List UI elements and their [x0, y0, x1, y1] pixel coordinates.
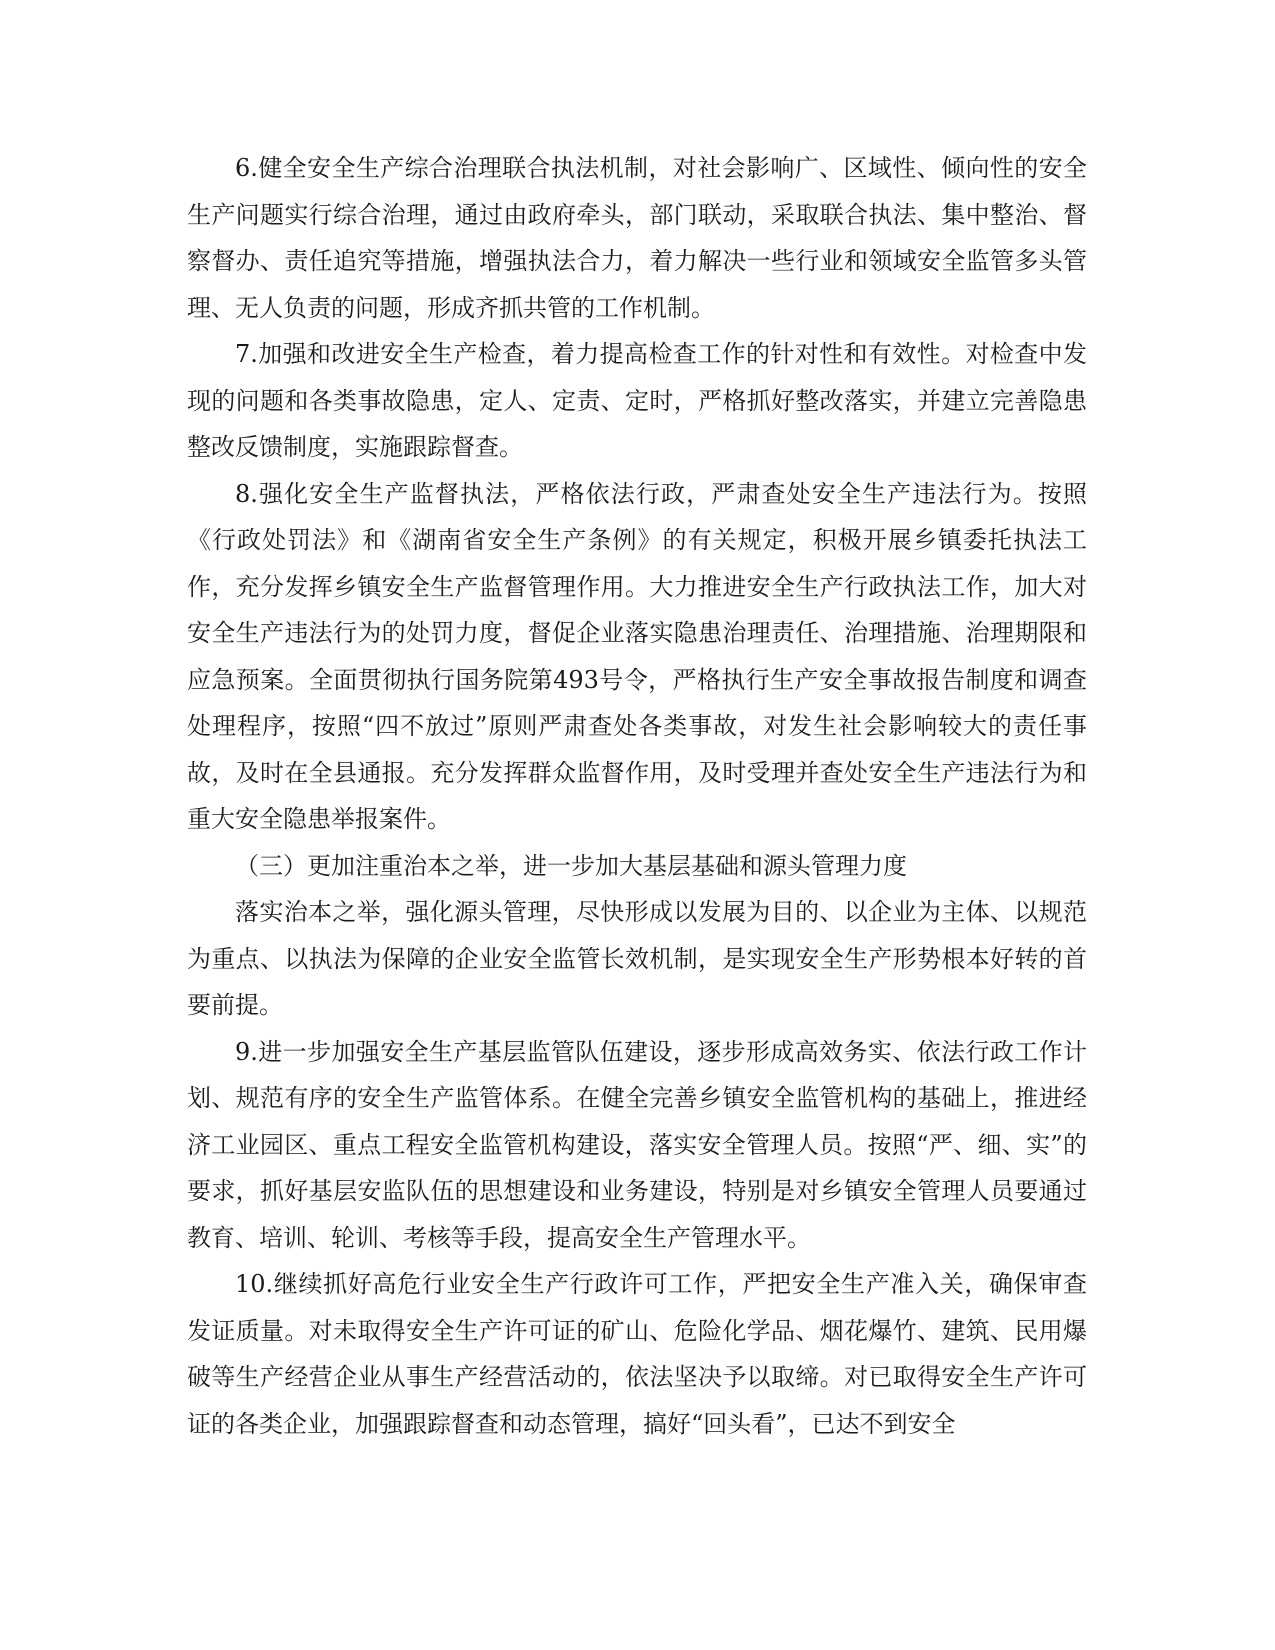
section-heading-3: （三）更加注重治本之举，进一步加大基层基础和源头管理力度: [235, 851, 907, 880]
paragraph-item-10: 10.继续抓好高危行业安全生产行政许可工作，严把安全生产准入关，确保审查发证质量。对未取得安全生产许可证的矿山、危险化学品、烟花爆竹、建筑、民用爆破等生产经营企业从事生产经营活动的，依法坚决予以取缔。对已取得安全生产许可证的各类企业，加强跟踪督查和动态管理，搞好“回头看”，已达不到安全: [187, 1270, 1087, 1438]
paragraph-item-8: 8.强化安全生产监督执法，严格依法行政，严肃查处安全生产违法行为。按照《行政处罚法》和《湖南省安全生产条例》的有关规定，积极开展乡镇委托执法工作，充分发挥乡镇安全生产监督管理作用。大力推进安全生产行政执法工作，加大对安全生产违法行为的处罚力度，督促企业落实隐患治理责任、治理措施、治理期限和应急预案。全面贯彻执行国务院第493号令，严格执行生产安全事故报告制度和调查处理程序，按照“四不放过”原则严肃查处各类事故，对发生社会影响较大的责任事故，及时在全县通报。充分发挥群众监督作用，及时受理并查处安全生产违法行为和重大安全隐患举报案件。: [187, 479, 1087, 833]
paragraph-item-7: 7.加强和改进安全生产检查，着力提高检查工作的针对性和有效性。对检查中发现的问题和各类事故隐患，定人、定责、定时，严格抓好整改落实，并建立完善隐患整改反馈制度，实施跟踪督查。: [187, 340, 1087, 461]
section-intro-paragraph: 落实治本之举，强化源头管理，尽快形成以发展为目的、以企业为主体、以规范为重点、以执法为保障的企业安全监管长效机制，是实现安全生产形势根本好转的首要前提。: [187, 898, 1087, 1019]
paragraph-item-9: 9.进一步加强安全生产基层监管队伍建设，逐步形成高效务实、依法行政工作计划、规范有序的安全生产监管体系。在健全完善乡镇安全监管机构的基础上，推进经济工业园区、重点工程安全监管机构建设，落实安全管理人员。按照“严、细、实”的要求，抓好基层安监队伍的思想建设和业务建设，特别是对乡镇安全管理人员要通过教育、培训、轮训、考核等手段，提高安全生产管理水平。: [187, 1037, 1087, 1252]
document-body: [187, 145, 1087, 1447]
paragraph-item-6: 6.健全安全生产综合治理联合执法机制，对社会影响广、区域性、倾向性的安全生产问题实行综合治理，通过由政府牵头，部门联动，采取联合执法、集中整治、督察督办、责任追究等措施，增强执法合力，着力解决一些行业和领域安全监管多头管理、无人负责的问题，形成齐抓共管的工作机制。: [187, 154, 1087, 322]
